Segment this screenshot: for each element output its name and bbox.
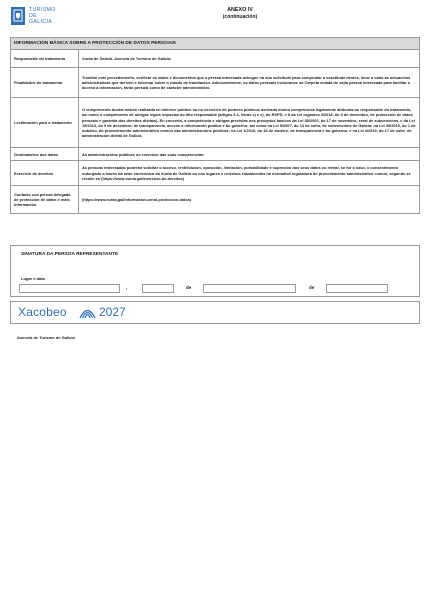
- row-label: Destinatarios dos datos: [11, 148, 79, 161]
- year-field[interactable]: [326, 284, 388, 293]
- data-protection-table: [10, 37, 420, 214]
- row-value: O cumprimento dunha misión realizada en interese público ou no exercicio de poderes públicos derivada dunha competencia legalmente atribuída ao responsable do tratamento, así como o cumprimento de obrigas legais impostas ao dito responsable (artigos 6.1, letras c) e e), do RXPD, e 8 da Lei orgánica 3/2018, do 5 de decembro, de protección de datos persoais e garantía dos dereitos dixitais). En concreto, a competencia e obrigas previstas nos preceptos básicos da Lei 38/2003, do 17 de novembro, xeral de subvencións, e da Lei 19/2013, do 9 de decembro, de transparencia, acceso á información pública e bo goberno; así como na Lei 9/2007, do 13 de xuño, de subvencións de Galicia; na Lei 39/2015, do 1 de outubro, do procedemento administrativo común das administracións públicas; na Lei 1/2016, do 18 de xaneiro, de transparencia e bo goberno, e na Lei 4/2019, do 17 de xullo, de administración dixital de Galicia.: [79, 98, 420, 148]
- annex-subtitle: (continuación): [222, 14, 258, 20]
- xacobeo-year: 2027: [99, 305, 126, 319]
- xacobeo-wordmark: Xacobeo: [18, 305, 67, 319]
- logo-line-2: DE: [29, 13, 38, 19]
- separator-comma: ,: [126, 285, 128, 290]
- table-row: [11, 68, 420, 98]
- table-row: [11, 98, 420, 148]
- row-value: As persoas interesadas poderán solicitar o acceso, rectificación, oposición, limitación, portabilidade e supresión dos seus datos ou retirar, se for o caso, o consentimento outorgado a través da sede electrónica da Xunta de Galicia ou nos lugares e rexistros establecidos na normativa reguladora do procedemento administrativo común, segundo se recolle en (https://www.xunta.gal/exercicio-de-dereitos): [79, 161, 420, 186]
- turismo-galicia-logo: [11, 7, 56, 25]
- row-label: Responsable do tratamento: [11, 50, 79, 68]
- row-label: Contacto coa persoa delegada de protección de datos e máis información: [11, 186, 79, 214]
- logo-line-1: TURISMO: [29, 7, 56, 13]
- place-date-label: Lugar e data: [21, 276, 45, 281]
- row-label: Finalidades do tratamento: [11, 68, 79, 98]
- separator-de-1: de: [186, 285, 192, 290]
- footer-text: Axencia de Turismo de Galicia: [17, 335, 75, 340]
- table-row: [11, 148, 420, 161]
- scallop-shell-icon: [79, 305, 96, 320]
- row-value: Tramitar este procedemento, verificar os datos e documentos que a persoa interesada achegue na súa solicitude para comprobar a exactitude destes, levar a cabo as actuacións administrativas que deriven e informar sobre o estado de tramitación. Adicionalmente, os datos persoais incluiranse na Carpeta cidadá de cada persoa interesada para facilitar o acceso á información, tanto persoal como de carácter administrativo.: [79, 68, 420, 98]
- annex-title: ANEXO IV: [227, 7, 253, 13]
- row-label: Exercicio de dereitos: [11, 161, 79, 186]
- galicia-emblem-icon: [11, 7, 25, 25]
- table-row: [11, 186, 420, 214]
- signature-title: SINATURA DA PERSOA REPRESENTANTE: [21, 252, 119, 257]
- table-row: [11, 50, 420, 68]
- row-value: As administracións públicas no exercicio das súas competencias.: [79, 148, 420, 161]
- annex-heading: [205, 7, 275, 20]
- place-field[interactable]: [19, 284, 120, 293]
- table-title: INFORMACIÓN BÁSICA SOBRE A PROTECCIÓN DE DATOS PERSOAIS: [11, 38, 420, 50]
- logo-line-3: GALICIA: [29, 19, 53, 25]
- month-field[interactable]: [203, 284, 296, 293]
- row-value: (https://www.xunta.gal/informacion-xeral-proteccion-datos): [79, 186, 420, 214]
- separator-de-2: de: [309, 285, 315, 290]
- row-label: Lexitimación para o tratamento: [11, 98, 79, 148]
- logo-wordmark: [29, 7, 56, 25]
- day-field[interactable]: [142, 284, 174, 293]
- signature-section: [10, 245, 420, 297]
- row-value: Xunta de Galicia. Axencia de Turismo de Galicia.: [79, 50, 420, 68]
- xacobeo-banner: [10, 301, 420, 324]
- table-row: [11, 161, 420, 186]
